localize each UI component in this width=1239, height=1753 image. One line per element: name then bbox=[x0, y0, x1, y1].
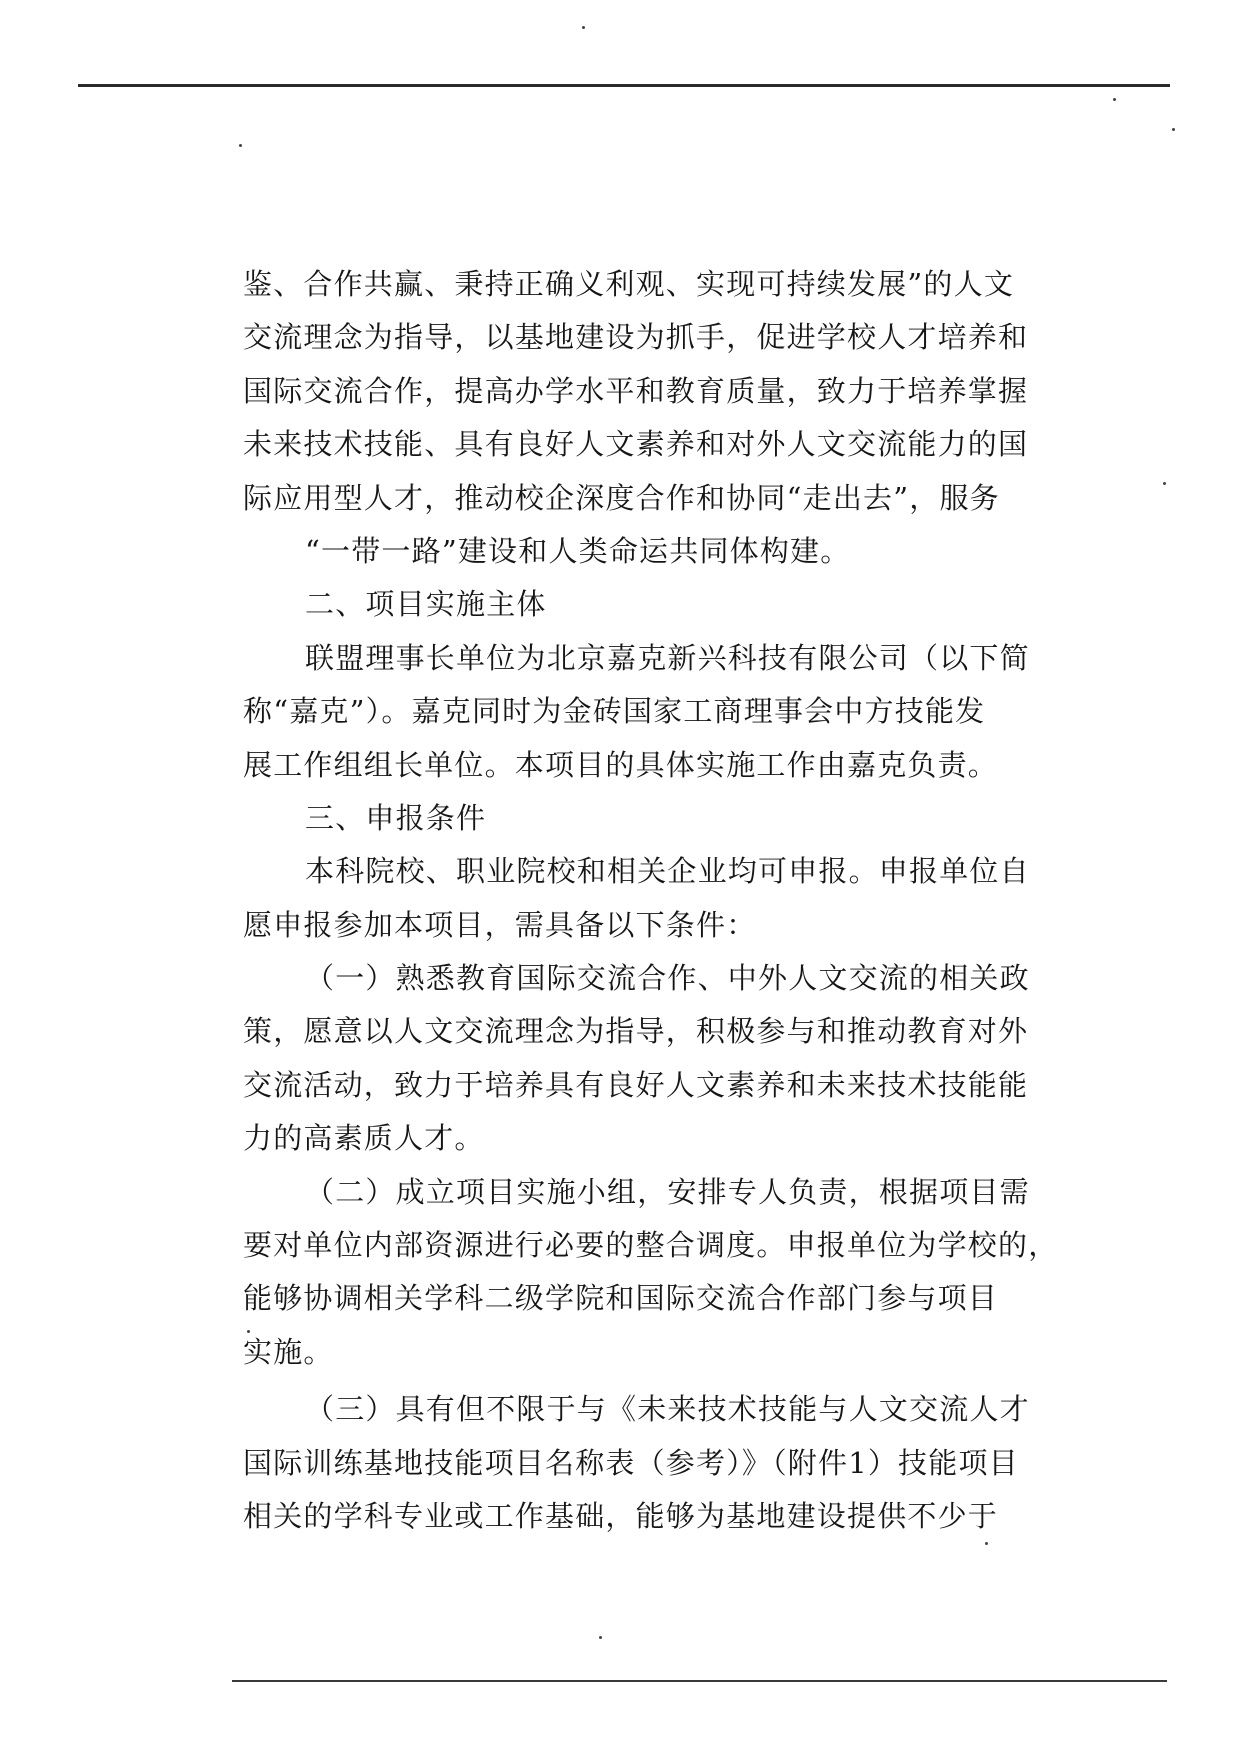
section-heading: 三、申报条件 bbox=[305, 800, 487, 835]
scan-speck bbox=[1163, 482, 1166, 485]
text-line: 国际交流合作，提高办学水平和教育质量，致力于培养掌握 bbox=[243, 373, 1029, 408]
text-line: （二）成立项目实施小组，安排专人负责，根据项目需 bbox=[305, 1174, 1030, 1209]
text-line: 际应用型人才，推动校企深度合作和协同“走出去”，服务 bbox=[243, 480, 1000, 515]
text-line: 联盟理事长单位为北京嘉克新兴科技有限公司（以下简 bbox=[305, 640, 1030, 675]
text-line: 展工作组组长单位。本项目的具体实施工作由嘉克负责。 bbox=[243, 747, 999, 782]
text-line: 交流理念为指导，以基地建设为抓手，促进学校人才培养和 bbox=[243, 320, 1029, 355]
scan-speck bbox=[1113, 98, 1116, 101]
text-line: 称“嘉克”）。嘉克同时为金砖国家工商理事会中方技能发 bbox=[243, 694, 986, 729]
text-line: 国际训练基地技能项目名称表（参考）》（附件1）技能项目 bbox=[243, 1445, 1019, 1480]
text-line: （一）熟悉教育国际交流合作、中外人文交流的相关政 bbox=[305, 961, 1030, 996]
text-line: 策，愿意以人文交流理念为指导，积极参与和推动教育对外 bbox=[243, 1014, 1029, 1049]
text-line: “一带一路”建设和人类命运共同体构建。 bbox=[305, 533, 851, 568]
text-line: 未来技术技能、具有良好人文素养和对外人文交流能力的国 bbox=[243, 427, 1029, 462]
text-line: 本科院校、职业院校和相关企业均可申报。申报单位自 bbox=[305, 854, 1030, 889]
scan-speck bbox=[599, 1636, 602, 1639]
header-rule bbox=[78, 84, 1170, 87]
text-line: 力的高素质人才。 bbox=[243, 1121, 485, 1156]
text-line: 相关的学科专业或工作基础，能够为基地建设提供不少于 bbox=[243, 1498, 999, 1533]
text-line: 实施。 bbox=[243, 1334, 334, 1369]
scan-speck bbox=[239, 144, 242, 147]
text-line: 交流活动，致力于培养具有良好人文素养和未来技术技能能 bbox=[243, 1067, 1029, 1102]
text-line: 鉴、合作共赢、秉持正确义利观、实现可持续发展”的人文 bbox=[243, 267, 1015, 301]
text-line: 愿申报参加本项目，需具备以下条件： bbox=[243, 907, 757, 942]
text-line: 要对单位内部资源进行必要的整合调度。申报单位为学校的， bbox=[243, 1228, 1059, 1263]
footer-rule bbox=[232, 1680, 1167, 1682]
text-line: 能够协调相关学科二级学院和国际交流合作部门参与项目 bbox=[243, 1281, 999, 1316]
section-heading: 二、项目实施主体 bbox=[305, 587, 547, 622]
scan-speck bbox=[582, 26, 585, 29]
scan-speck bbox=[1172, 128, 1175, 131]
document-body bbox=[243, 258, 1059, 1543]
text-line: （三）具有但不限于与《未来技术技能与人文交流人才 bbox=[305, 1392, 1030, 1427]
